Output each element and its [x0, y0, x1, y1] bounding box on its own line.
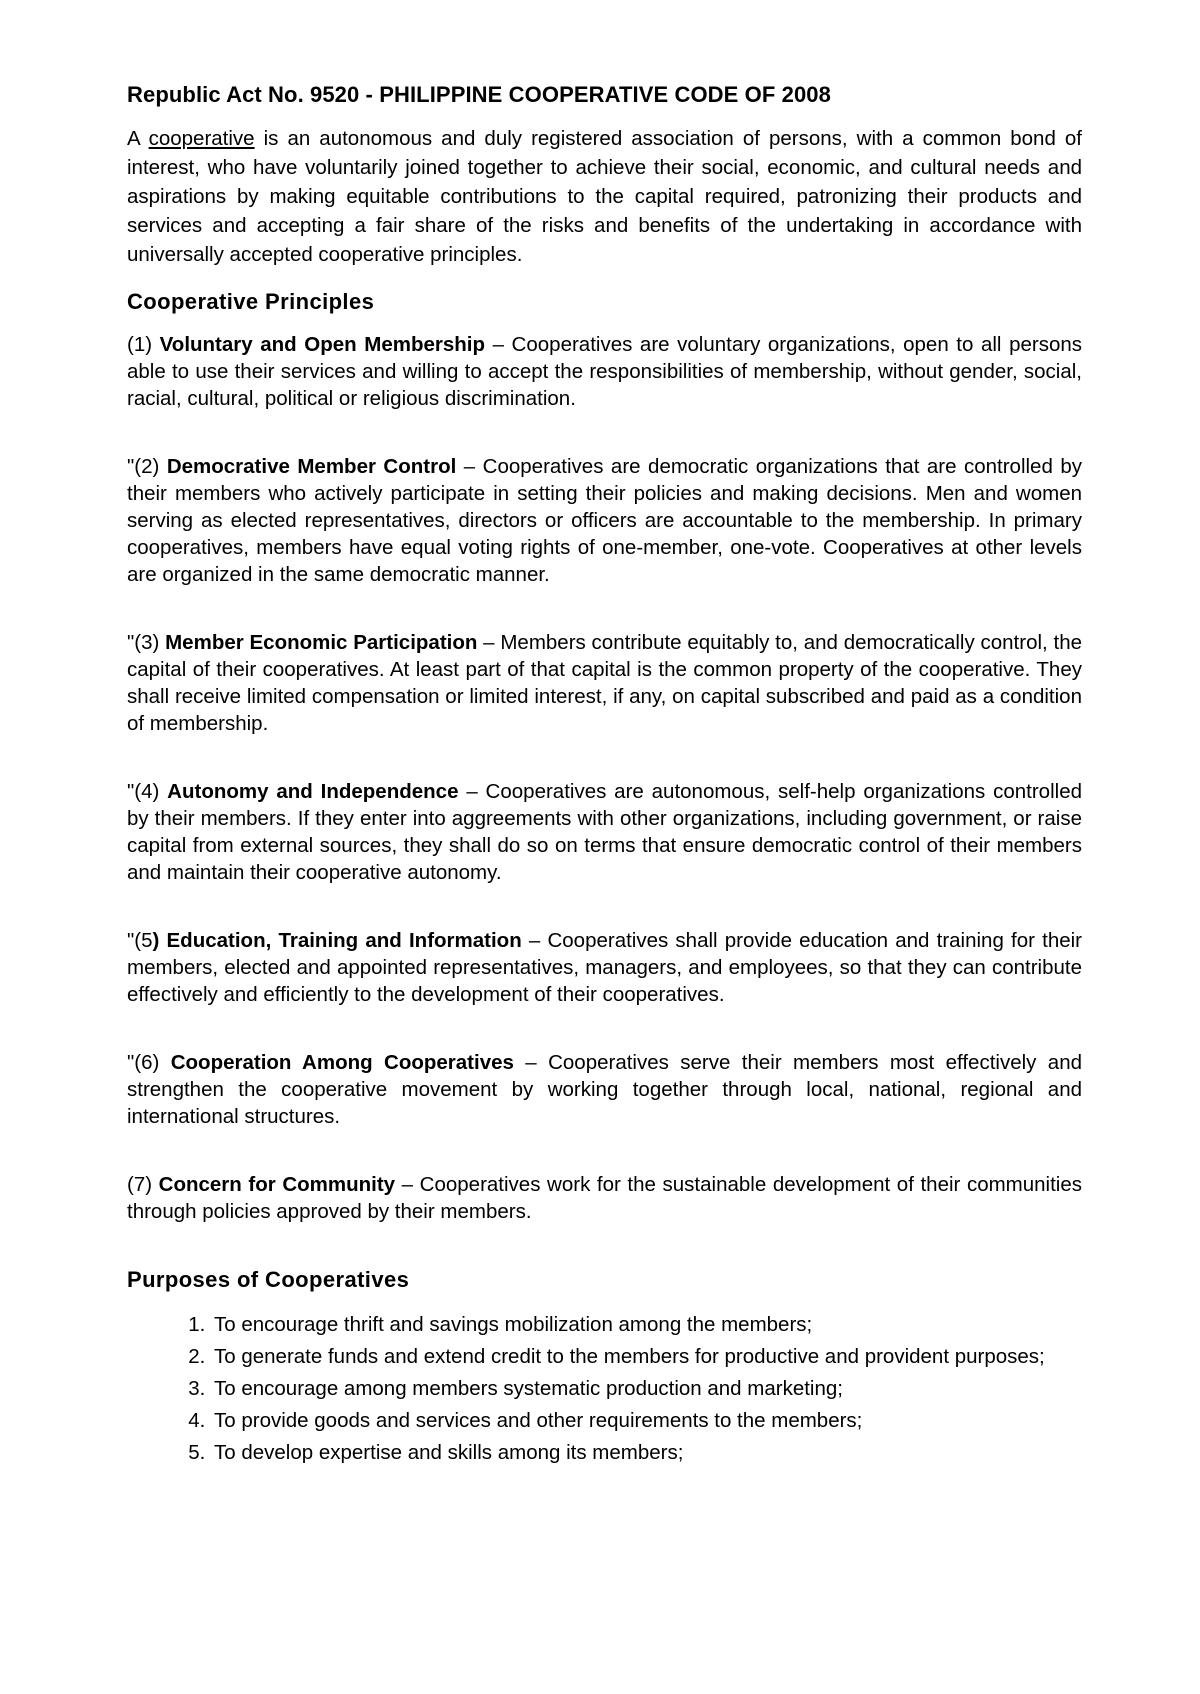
principle-name: Democrative Member Control [166, 455, 457, 478]
principle-text: – Cooperatives are democratic organizations that are controlled by their members who actively participate in setting their policies and making decisions. Men and women serving as elected representatives, directors or officers are accountable to the membership. In primary cooperatives, members have equal voting rights of one-member, one-vote. Cooperatives at other levels are organized in the same democratic manner. [127, 455, 1082, 586]
principle-number: "(6) [127, 1051, 171, 1074]
principle-paragraph [127, 629, 1082, 737]
purpose-item: 3. To encourage among members systematic production and marketing; [211, 1373, 1082, 1405]
purpose-item: 4. To provide goods and services and other requirements to the members; [211, 1405, 1082, 1437]
principles-heading: Cooperative Principles [127, 289, 375, 314]
principle-paragraph [127, 1049, 1082, 1130]
document-page [127, 80, 1082, 1469]
principle-name: Cooperation Among Cooperatives [170, 1051, 514, 1074]
principle-name: Concern for Community [158, 1173, 396, 1196]
principle-name: Voluntary and Open Membership [159, 333, 485, 356]
principle-text: – Cooperatives shall provide education and training for their members, elected and appointed representatives, managers, and employees, so that they can contribute effectively and efficiently to the development of their cooperatives. [127, 929, 1083, 1006]
principle-paragraph [127, 778, 1082, 886]
purpose-item: 2. To generate funds and extend credit to the members for productive and provident purposes; [211, 1341, 1082, 1373]
document-title: Republic Act No. 9520 - PHILIPPINE COOPERATIVE CODE OF 2008 [127, 82, 831, 107]
principle-paragraph [127, 927, 1082, 1008]
principle-text: – Cooperatives are voluntary organizations, open to all persons able to use their services and willing to accept the responsibilities of membership, without gender, social, racial, cultural, political or religious discrimination. [127, 333, 1082, 410]
principle-paragraph [127, 1171, 1082, 1225]
principle-number: "(4) [127, 780, 168, 803]
principle-name: Member Economic Participation [165, 631, 478, 654]
principle-number: "(3) [127, 631, 166, 654]
principle-text: – Cooperatives serve their members most effectively and strengthen the cooperative movement by working together through local, national, regional and international structures. [127, 1051, 1082, 1128]
purpose-item: 5. To develop expertise and skills among its members; [211, 1437, 1082, 1469]
principle-number: "(2) [127, 455, 167, 478]
principle-number: "(5 [127, 929, 153, 952]
cooperative-term-link[interactable]: cooperative [148, 127, 255, 150]
principle-text: – Members contribute equitably to, and democratically control, the capital of their cooperatives. At least part of that capital is the common property of the cooperative. They shall receive limited compensation or limited interest, if any, on capital subscribed and paid as a condition of membership. [127, 631, 1083, 735]
purposes-heading: Purposes of Cooperatives [127, 1267, 410, 1292]
principle-paragraph [127, 331, 1082, 412]
intro-prefix: A [127, 127, 149, 150]
principle-text: – Cooperatives work for the sustainable development of their communities through policies approved by their members. [127, 1173, 1083, 1223]
principle-number: (1) [127, 333, 160, 356]
intro-text: is an autonomous and duly registered association of persons, with a common bond of interest, who have voluntarily joined together to achieve their social, economic, and cultural needs and aspirations by making equitable contributions to the capital required, patronizing their products and services and accepting a fair share of the risks and benefits of the undertaking in accordance with universally accepted cooperative principles. [127, 127, 1082, 266]
purposes-list [127, 1309, 1082, 1469]
principle-name: ) Education, Training and Information [152, 929, 522, 952]
principle-text: – Cooperatives are autonomous, self-help organizations controlled by their members. If they enter into aggreements with other organizations, including government, or raise capital from external sources, they shall do so on terms that ensure democratic control of their members and maintain their cooperative autonomy. [127, 780, 1082, 884]
intro-paragraph [127, 124, 1082, 269]
principle-paragraph [127, 453, 1082, 588]
principle-name: Autonomy and Independence [167, 780, 459, 803]
purpose-item: 1. To encourage thrift and savings mobilization among the members; [211, 1309, 1082, 1341]
principle-number: (7) [127, 1173, 159, 1196]
